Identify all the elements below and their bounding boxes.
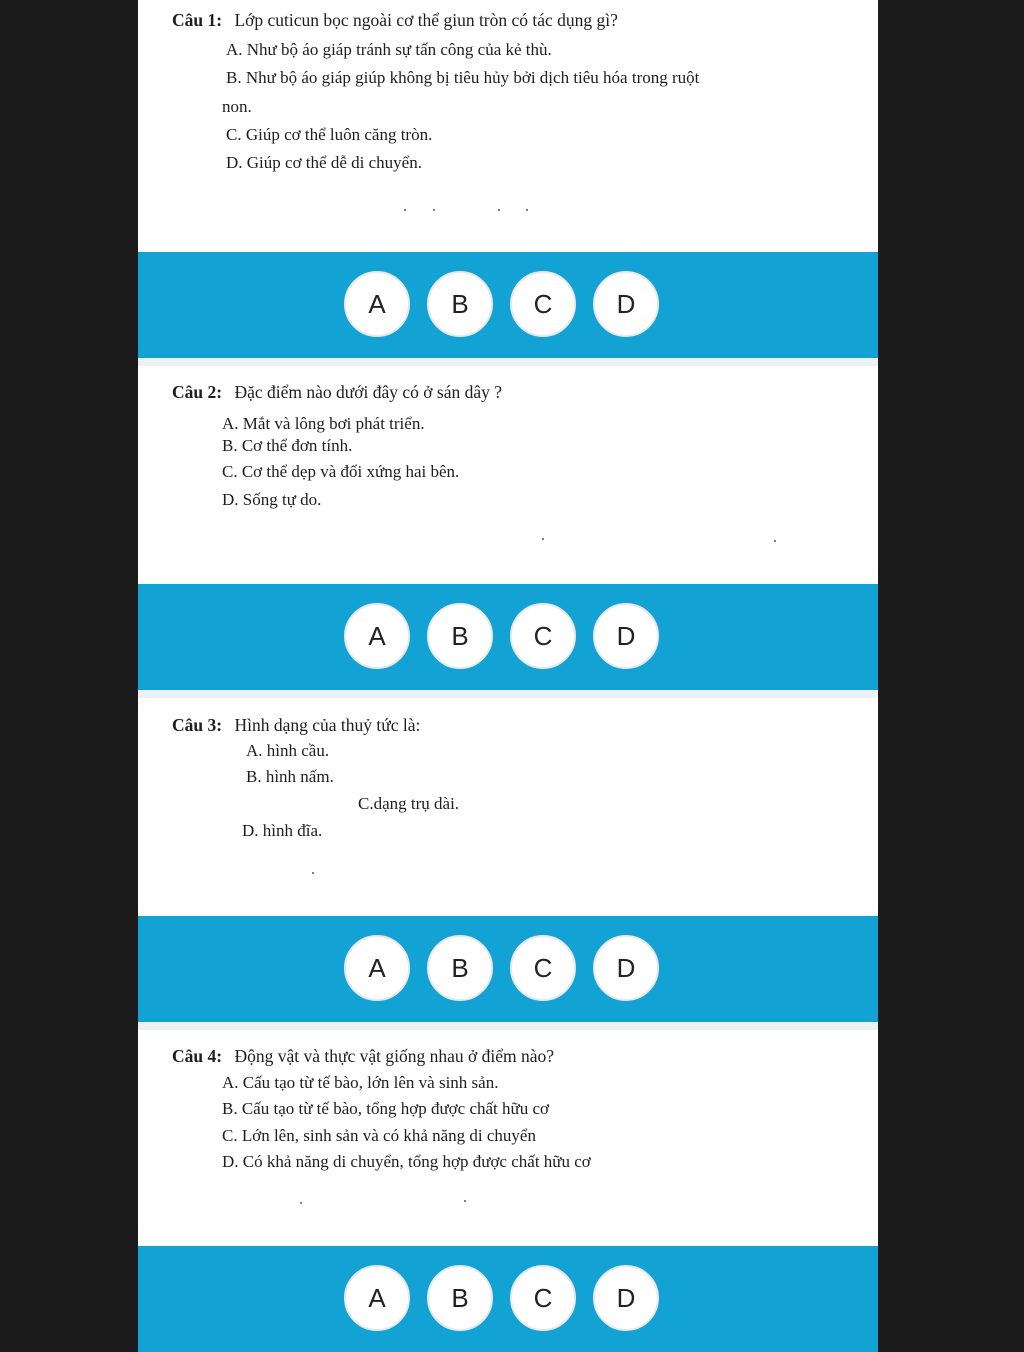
answer-button-a[interactable]: A: [344, 603, 410, 669]
question-card-2: [138, 366, 878, 584]
answer-button-a[interactable]: A: [344, 271, 410, 337]
answer-bar-2: [138, 584, 878, 690]
speck: [404, 209, 406, 211]
separator: [138, 358, 878, 366]
question-number: Câu 3:: [172, 715, 223, 735]
answer-button-b[interactable]: B: [427, 271, 493, 337]
question-text: Động vật và thực vật giống nhau ở điểm nào?: [234, 1046, 555, 1066]
answer-button-d[interactable]: D: [593, 603, 659, 669]
speck: [433, 209, 435, 211]
option-c: C. Giúp cơ thể luôn căng tròn.: [226, 125, 433, 144]
speck: [774, 540, 776, 542]
option-a: A. Cấu tạo từ tế bào, lớn lên và sinh sản.: [222, 1073, 499, 1092]
option-d: D. Sống tự do.: [222, 490, 322, 509]
answer-button-c[interactable]: C: [510, 271, 576, 337]
quiz-content: [138, 0, 878, 1313]
option-d: D. hình đĩa.: [242, 821, 323, 840]
option-a: A. Mắt và lông bơi phát triển.: [222, 414, 425, 433]
answer-button-b[interactable]: B: [427, 935, 493, 1001]
question-text: Đặc điểm nào dưới đây có ở sán dây ?: [234, 382, 503, 402]
option-c: C. Cơ thể dẹp và đối xứng hai bên.: [222, 462, 460, 481]
option-b: B. Cấu tạo từ tế bào, tổng hợp được chất hữu cơ: [222, 1099, 550, 1118]
answer-button-d[interactable]: D: [593, 271, 659, 337]
separator: [138, 690, 878, 698]
option-b: B. Cơ thể đơn tính.: [222, 436, 353, 455]
option-d: D. Có khả năng di chuyển, tổng hợp được chất hữu cơ: [222, 1152, 591, 1171]
answer-button-b[interactable]: B: [427, 1265, 493, 1331]
question-number: Câu 4:: [172, 1046, 223, 1066]
answer-button-d[interactable]: D: [593, 935, 659, 1001]
speck: [542, 538, 544, 540]
speck: [526, 209, 528, 211]
answer-button-c[interactable]: C: [510, 1265, 576, 1331]
speck: [312, 872, 314, 874]
question-title-3: [172, 715, 420, 736]
question-text: Lớp cuticun bọc ngoài cơ thể giun tròn có tác dụng gì?: [234, 10, 618, 30]
answer-button-a[interactable]: A: [344, 935, 410, 1001]
answer-button-c[interactable]: C: [510, 935, 576, 1001]
answer-button-a[interactable]: A: [344, 1265, 410, 1331]
separator: [138, 1022, 878, 1030]
question-card-4: [138, 1030, 878, 1246]
answer-bar-1: [138, 252, 878, 358]
option-b-continued: non.: [222, 97, 252, 116]
answer-button-d[interactable]: D: [593, 1265, 659, 1331]
question-number: Câu 2:: [172, 382, 223, 402]
answer-bar-3: [138, 916, 878, 1022]
question-title-2: [172, 382, 502, 403]
option-b: B. Như bộ áo giáp giúp không bị tiêu hủy bởi dịch tiêu hóa trong ruột: [226, 68, 700, 87]
answer-button-b[interactable]: B: [427, 603, 493, 669]
answer-bar-4: [138, 1246, 878, 1352]
question-title-1: [172, 10, 618, 31]
option-c: C.dạng trụ dài.: [358, 794, 460, 813]
option-c: C. Lớn lên, sinh sản và có khả năng di chuyển: [222, 1126, 536, 1145]
speck: [498, 209, 500, 211]
option-d: D. Giúp cơ thể dễ di chuyển.: [226, 153, 422, 172]
answer-button-c[interactable]: C: [510, 603, 576, 669]
option-a: A. Như bộ áo giáp tránh sự tấn công của kẻ thù.: [226, 40, 552, 59]
option-a: A. hình cầu.: [246, 741, 330, 760]
question-card-3: [138, 698, 878, 916]
speck: [300, 1202, 302, 1204]
question-number: Câu 1:: [172, 10, 223, 30]
question-title-4: [172, 1046, 554, 1067]
question-text: Hình dạng của thuỷ tức là:: [234, 715, 421, 735]
speck: [464, 1200, 466, 1202]
option-b: B. hình nấm.: [246, 767, 334, 786]
question-card-1: [138, 0, 878, 252]
